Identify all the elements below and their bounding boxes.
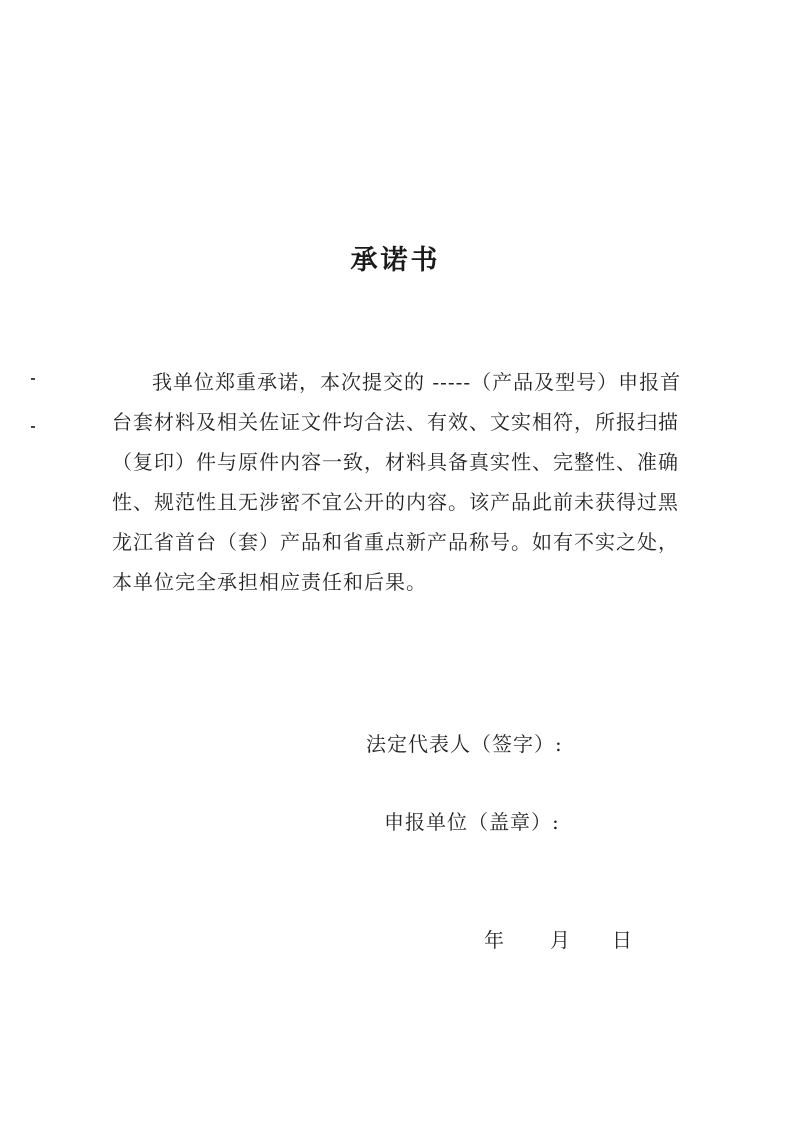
- margin-mark: [31, 378, 35, 380]
- legal-representative-signature-label: 法定代表人（签字）:: [366, 732, 563, 756]
- applicant-unit-seal-label: 申报单位（盖章）:: [384, 810, 560, 834]
- commitment-paragraph: 我单位郑重承诺，本次提交的 -----（产品及型号）申报首台套材料及相关佐证文件均合法、有效、文实相符，所报扫描（复印）件与原件内容一致，材料具备真实性、完整性、准确性、规范性且无涉密不宜公开的内容。该产品此前未获得过黑龙江省首台（套）产品和省重点新产品称号。如有不实之处，本单位完全承担相应责任和后果。: [112, 370, 682, 594]
- document-title: 承诺书: [350, 245, 441, 276]
- commitment-body: [112, 362, 692, 602]
- date-day-label: 日: [612, 928, 632, 952]
- date-year-label: 年: [484, 928, 504, 952]
- date-month-label: 月: [550, 928, 570, 952]
- margin-mark: [31, 426, 35, 428]
